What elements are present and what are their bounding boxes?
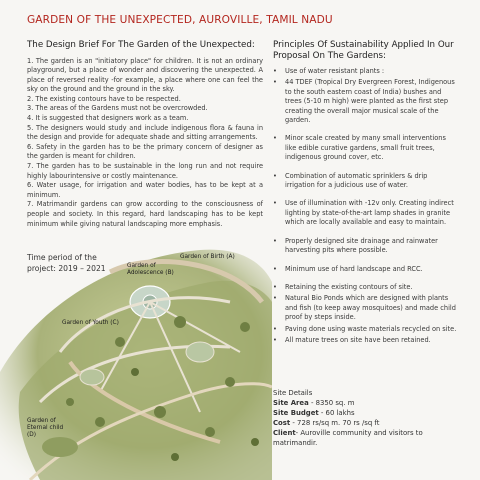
cost-row [273, 418, 463, 428]
site-budget-row [273, 408, 463, 418]
page-title: GARDEN OF THE UNEXPECTED, AUROVILLE, TAMIL NADU [27, 14, 333, 26]
client-label: Client [273, 429, 296, 437]
principle-item: • Use of illumination with -12v only. Creating indirect lighting by state-of-the-art lamp shades in granite which are locally available and easy to maintain. [273, 199, 459, 227]
brief-item: 2. The existing contours have to be respected. [27, 94, 181, 103]
principle-item: • Combination of automatic sprinklers & drip irrigation for a judicious use of water. [273, 172, 459, 191]
brief-item: 5. The designers would study and include indigenous flora & fauna in the design and provide for adequate shade and sitting arrangements. [27, 123, 263, 142]
cost-label: Cost [273, 419, 291, 427]
brief-item: 6. Water usage, for irrigation and water bodies, has to be kept at a minimum. [27, 181, 263, 199]
client-value: - Auroville community and visitors to matrimandir. [273, 429, 423, 447]
site-plan-image [0, 242, 272, 480]
map-label-youth: Garden of Youth (C) [62, 320, 119, 326]
brief-item: 6. Safety in the garden has to be the primary concern of designer as the garden is meant for children. [27, 142, 263, 161]
brief-item: 4. It is suggested that designers work as a team. [27, 114, 189, 123]
brief-item: 7. Matrimandir gardens can grow according to the consciousness of people and society. In this regard, hard landscaping has to be kept minimum while giving natural landscaping more emphasis. [27, 200, 263, 228]
design-brief-section [27, 40, 263, 229]
site-area-row [273, 398, 463, 408]
site-details [273, 388, 463, 448]
principle-item: • Retaining the existing contours of site. [273, 283, 459, 292]
brief-item: 1. The garden is an "initiatory place" for children. It is not an ordinary playground, but a place of wonder and discovering the unexpected. A place of reversed reality -for example, a place where one can feel the sky on the ground and the ground in the sky. [27, 56, 263, 94]
principles-section [273, 40, 459, 347]
brief-item: 3. The areas of the Gardens must not be overcrowded. [27, 104, 208, 113]
site-area-value: - 8350 sq. m [308, 399, 355, 407]
principle-item: • Natural Bio Ponds which are designed with plants and fish (to keep away mosquitoes) and made child proof by steps inside. [273, 294, 459, 322]
principles-list [273, 67, 459, 345]
principle-item: • Minimum use of hard landscape and RCC. [273, 265, 459, 274]
principle-item: • Use of water resistant plants : [273, 67, 459, 76]
site-budget-value: - 60 lakhs [318, 409, 355, 417]
site-area-label: Site Area [273, 399, 309, 407]
design-brief-list [27, 57, 263, 230]
principle-item: • Properly designed site drainage and rainwater harvesting pits where possible. [273, 237, 459, 256]
site-budget-label: Site Budget [273, 409, 319, 417]
principle-item: • 44 TDEF (Tropical Dry Evergreen Forest, Indigenous to the south eastern coast of India) bushes and trees (5-10 m high) were planted as the first step creating the overall major musical scale of the garden. [273, 78, 459, 125]
principle-item: • All mature trees on site have been retained. [273, 336, 459, 345]
principle-item: • Paving done using waste materials recycled on site. [273, 325, 459, 334]
map-label-birth: Garden of Birth (A) [180, 254, 235, 260]
site-details-heading: Site Details [273, 389, 313, 397]
principles-heading: Principles Of Sustainability Applied In Our Proposal On The Gardens: [273, 40, 454, 61]
cost-value: - 728 rs/sq m. 70 rs /sq ft [290, 419, 380, 427]
design-brief-heading: The Design Brief For The Garden of the Unexpected: [27, 40, 255, 50]
brief-item: 7. The garden has to be sustainable in the long run and not require highly labourintensive or costly maintenance. [27, 162, 263, 180]
map-label-eternal: Garden of Eternal child (D) [27, 418, 64, 438]
time-period-text: Time period of the project: 2019 – 2021 [27, 253, 106, 273]
principle-item: • Minor scale created by many small interventions like edible curative gardens, small fruit trees, indigenous ground cover, etc. [273, 134, 459, 162]
map-label-adolescence: Garden of Adolescence (B) [127, 263, 174, 276]
client-row [273, 428, 463, 448]
